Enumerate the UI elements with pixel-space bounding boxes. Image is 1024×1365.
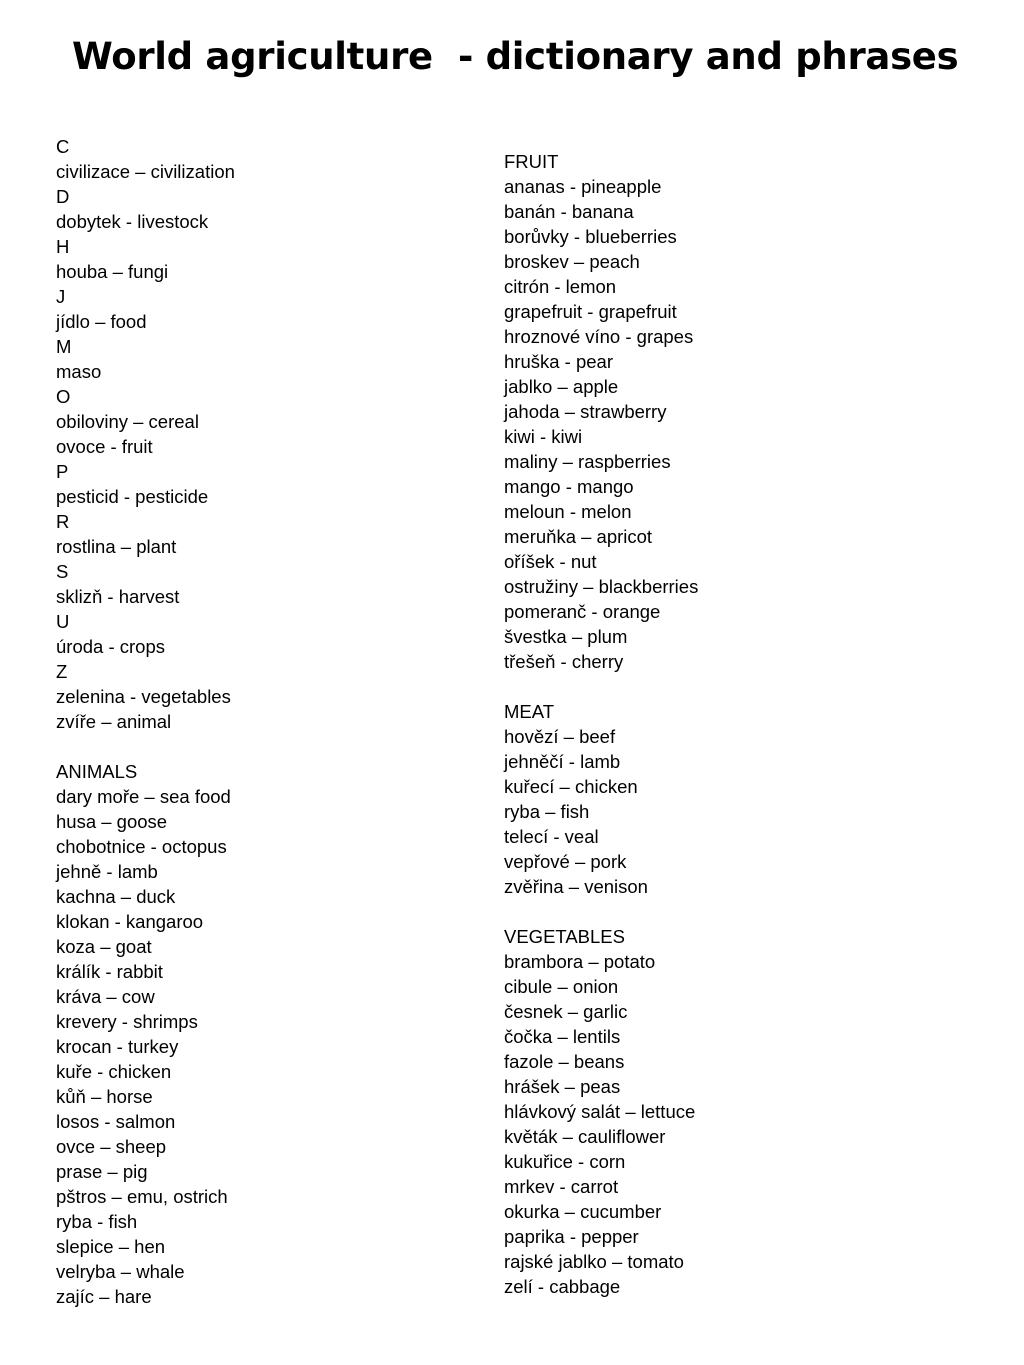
section-heading: R <box>56 511 70 532</box>
vocabulary-entry: ananas - pineapple <box>504 176 662 197</box>
vocabulary-entry: kůň – horse <box>56 1086 153 1107</box>
vocabulary-entry: třešeň - cherry <box>504 651 624 672</box>
vocabulary-entry: maso <box>56 361 102 382</box>
vocabulary-entry: kachna – duck <box>56 886 176 907</box>
section-heading: FRUIT <box>504 151 559 172</box>
vocabulary-entry: paprika - pepper <box>504 1226 639 1247</box>
vocabulary-entry: broskev – peach <box>504 251 640 272</box>
vocabulary-entry: jahoda – strawberry <box>504 401 667 422</box>
vocabulary-entry: velryba – whale <box>56 1261 185 1282</box>
vocabulary-entry: okurka – cucumber <box>504 1201 662 1222</box>
vocabulary-entry: citrón - lemon <box>504 276 617 297</box>
vocabulary-entry: losos - salmon <box>56 1111 176 1132</box>
vocabulary-entry: dary moře – sea food <box>56 786 231 807</box>
section-heading: M <box>56 336 72 357</box>
vocabulary-entry: kuře - chicken <box>56 1061 172 1082</box>
vocabulary-entry: meruňka – apricot <box>504 526 653 547</box>
blank-line <box>56 734 235 759</box>
vocabulary-entry: chobotnice - octopus <box>56 836 227 857</box>
vocabulary-entry: pesticid - pesticide <box>56 486 209 507</box>
vocabulary-entry: sklizň - harvest <box>56 586 180 607</box>
vocabulary-entry: králík - rabbit <box>56 961 163 982</box>
vocabulary-entry: banán - banana <box>504 201 634 222</box>
vocabulary-entry: kuřecí – chicken <box>504 776 638 797</box>
blank-line <box>504 899 698 924</box>
section-heading: P <box>56 461 69 482</box>
vocabulary-entry: kráva – cow <box>56 986 155 1007</box>
right-word-list <box>504 149 698 1299</box>
vocabulary-entry: květák – cauliflower <box>504 1126 666 1147</box>
vocabulary-entry: zvíře – animal <box>56 711 172 732</box>
section-heading: VEGETABLES <box>504 926 625 947</box>
vocabulary-entry: pštros – emu, ostrich <box>56 1186 228 1207</box>
vocabulary-entry: hlávkový salát – lettuce <box>504 1101 696 1122</box>
vocabulary-entry: česnek – garlic <box>504 1001 628 1022</box>
vocabulary-entry: ostružiny – blackberries <box>504 576 699 597</box>
section-heading: H <box>56 236 70 257</box>
vocabulary-entry: švestka – plum <box>504 626 628 647</box>
vocabulary-entry: meloun - melon <box>504 501 632 522</box>
vocabulary-entry: krevery - shrimps <box>56 1011 198 1032</box>
vocabulary-entry: mango - mango <box>504 476 634 497</box>
vocabulary-entry: kiwi - kiwi <box>504 426 583 447</box>
vocabulary-entry: krocan - turkey <box>56 1036 179 1057</box>
vocabulary-entry: vepřové – pork <box>504 851 627 872</box>
vocabulary-entry: telecí - veal <box>504 826 599 847</box>
section-heading: O <box>56 386 71 407</box>
vocabulary-entry: hrášek – peas <box>504 1076 621 1097</box>
vocabulary-entry: zvěřina – venison <box>504 876 648 897</box>
blank-line <box>504 674 698 699</box>
vocabulary-entry: obiloviny – cereal <box>56 411 199 432</box>
vocabulary-entry: civilizace – civilization <box>56 161 235 182</box>
vocabulary-entry: mrkev - carrot <box>504 1176 619 1197</box>
vocabulary-entry: čočka – lentils <box>504 1026 621 1047</box>
vocabulary-entry: úroda - crops <box>56 636 165 657</box>
vocabulary-entry: rostlina – plant <box>56 536 177 557</box>
section-heading: D <box>56 186 70 207</box>
vocabulary-entry: ryba – fish <box>504 801 590 822</box>
section-heading: MEAT <box>504 701 555 722</box>
vocabulary-entry: dobytek - livestock <box>56 211 209 232</box>
vocabulary-entry: jehněčí - lamb <box>504 751 621 772</box>
vocabulary-entry: zelenina - vegetables <box>56 686 231 707</box>
vocabulary-entry: prase – pig <box>56 1161 148 1182</box>
section-heading: U <box>56 611 70 632</box>
section-heading: Z <box>56 661 68 682</box>
vocabulary-entry: ovoce - fruit <box>56 436 153 457</box>
vocabulary-entry: cibule – onion <box>504 976 619 997</box>
vocabulary-entry: hroznové víno - grapes <box>504 326 694 347</box>
vocabulary-entry: hovězí – beef <box>504 726 616 747</box>
vocabulary-entry: zajíc – hare <box>56 1286 152 1307</box>
vocabulary-entry: jablko – apple <box>504 376 619 397</box>
page-title: World agriculture - dictionary and phrases <box>72 35 959 78</box>
vocabulary-entry: fazole – beans <box>504 1051 625 1072</box>
vocabulary-entry: zelí - cabbage <box>504 1276 621 1297</box>
section-heading: S <box>56 561 69 582</box>
vocabulary-entry: brambora – potato <box>504 951 656 972</box>
vocabulary-entry: houba – fungi <box>56 261 169 282</box>
vocabulary-entry: klokan - kangaroo <box>56 911 204 932</box>
vocabulary-entry: husa – goose <box>56 811 168 832</box>
vocabulary-entry: hruška - pear <box>504 351 613 372</box>
vocabulary-entry: slepice – hen <box>56 1236 166 1257</box>
vocabulary-entry: jídlo – food <box>56 311 147 332</box>
vocabulary-entry: kukuřice - corn <box>504 1151 626 1172</box>
vocabulary-entry: ryba - fish <box>56 1211 138 1232</box>
vocabulary-entry: oříšek - nut <box>504 551 597 572</box>
vocabulary-entry: jehně - lamb <box>56 861 158 882</box>
vocabulary-entry: koza – goat <box>56 936 152 957</box>
section-heading: ANIMALS <box>56 761 138 782</box>
vocabulary-entry: maliny – raspberries <box>504 451 671 472</box>
vocabulary-entry: pomeranč - orange <box>504 601 661 622</box>
section-heading: J <box>56 286 66 307</box>
section-heading: C <box>56 136 70 157</box>
left-word-list <box>56 134 235 1309</box>
vocabulary-entry: grapefruit - grapefruit <box>504 301 677 322</box>
vocabulary-entry: rajské jablko – tomato <box>504 1251 684 1272</box>
vocabulary-entry: ovce – sheep <box>56 1136 167 1157</box>
vocabulary-entry: borůvky - blueberries <box>504 226 677 247</box>
